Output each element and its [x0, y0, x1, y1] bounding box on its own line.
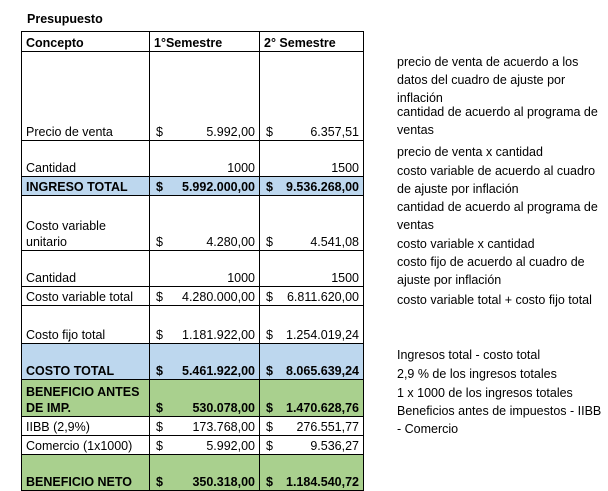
- amount: 1.470.628,76: [286, 401, 359, 415]
- cell-s2: [260, 141, 364, 177]
- row-label: Costo variable unitario: [22, 196, 150, 251]
- cell-s2: [260, 344, 364, 380]
- amount: 350.318,00: [192, 475, 255, 489]
- table-row: [22, 287, 364, 306]
- column-header-semestre-2: 2° Semestre: [260, 32, 364, 52]
- row-note: Beneficios antes de impuestos - IIBB - Comercio: [397, 404, 602, 436]
- currency-value: [154, 124, 255, 140]
- row-note: 1 x 1000 de los ingresos totales: [397, 386, 573, 400]
- currency-value: [154, 363, 255, 379]
- table-row: [22, 196, 364, 251]
- table-row: [22, 306, 364, 344]
- currency-value: [264, 400, 359, 416]
- currency-symbol: $: [266, 125, 273, 139]
- currency-symbol: $: [156, 125, 163, 139]
- currency-symbol: $: [156, 364, 163, 378]
- cell-s1: [150, 344, 260, 380]
- row-note: costo fijo de acuerdo al cuadro de ajuste por inflación: [397, 255, 585, 287]
- amount: 1.181.922,00: [182, 328, 255, 342]
- row-label: BENEFICIO ANTES DE IMP.: [22, 380, 150, 417]
- currency-symbol: $: [266, 420, 273, 434]
- header-row: [22, 32, 364, 52]
- row-note: costo variable x cantidad: [397, 237, 535, 251]
- cell-s2: [260, 196, 364, 251]
- currency-value: [154, 419, 255, 435]
- amount: 4.541,08: [310, 235, 359, 249]
- row-label: COSTO TOTAL: [22, 344, 150, 380]
- row-note: costo variable total + costo fijo total: [397, 293, 592, 307]
- currency-value: [154, 474, 255, 490]
- currency-value: [264, 124, 359, 140]
- currency-value: [154, 438, 255, 454]
- currency-value: [264, 363, 359, 379]
- amount: 4.280,00: [206, 235, 255, 249]
- currency-symbol: $: [266, 475, 273, 489]
- currency-symbol: $: [156, 420, 163, 434]
- currency-value: [154, 327, 255, 343]
- cell-s1: [150, 177, 260, 196]
- row-note: precio de venta x cantidad: [397, 145, 543, 159]
- column-header-concepto: Concepto: [22, 32, 150, 52]
- currency-symbol: $: [266, 328, 273, 342]
- cell-s1: [150, 251, 260, 287]
- row-note: precio de venta de acuerdo a los datos del cuadro de ajuste por inflación: [397, 55, 579, 105]
- currency-symbol: $: [156, 328, 163, 342]
- cell-s1: [150, 141, 260, 177]
- currency-symbol: $: [156, 475, 163, 489]
- cell-s1: [150, 52, 260, 141]
- currency-symbol: $: [266, 180, 273, 194]
- amount: 173.768,00: [192, 420, 255, 434]
- row-label: INGRESO TOTAL: [22, 177, 150, 196]
- amount: 6.357,51: [310, 125, 359, 139]
- cell-s1: [150, 380, 260, 417]
- cell-s2: [260, 436, 364, 455]
- quantity: 1000: [227, 271, 255, 285]
- table-row: [22, 344, 364, 380]
- amount: 530.078,00: [192, 401, 255, 415]
- budget-table: [21, 31, 364, 491]
- currency-value: [264, 179, 359, 195]
- row-label: Cantidad: [22, 141, 150, 177]
- row-label: Cantidad: [22, 251, 150, 287]
- currency-symbol: $: [266, 290, 273, 304]
- cell-s2: [260, 177, 364, 196]
- amount: 1.254.019,24: [286, 328, 359, 342]
- cell-s2: [260, 251, 364, 287]
- row-note: 2,9 % de los ingresos totales: [397, 367, 557, 381]
- amount: 9.536,27: [310, 439, 359, 453]
- cell-s1: [150, 287, 260, 306]
- row-label: BENEFICIO NETO: [22, 455, 150, 491]
- currency-value: [264, 327, 359, 343]
- cell-s1: [150, 306, 260, 344]
- currency-symbol: $: [156, 180, 163, 194]
- currency-symbol: $: [266, 235, 273, 249]
- quantity: 1500: [331, 161, 359, 175]
- cell-s1: [150, 436, 260, 455]
- cell-s2: [260, 380, 364, 417]
- row-label: Costo fijo total: [22, 306, 150, 344]
- amount: 5.992.000,00: [182, 180, 255, 194]
- table-row: [22, 417, 364, 436]
- table-row: [22, 177, 364, 196]
- cell-s2: [260, 455, 364, 491]
- cell-s2: [260, 417, 364, 436]
- currency-value: [154, 179, 255, 195]
- quantity: 1500: [331, 271, 359, 285]
- quantity: 1000: [227, 161, 255, 175]
- currency-value: [264, 289, 359, 305]
- currency-value: [264, 234, 359, 250]
- currency-symbol: $: [156, 235, 163, 249]
- cell-s1: [150, 417, 260, 436]
- amount: 4.280.000,00: [182, 290, 255, 304]
- currency-value: [154, 234, 255, 250]
- amount: 276.551,77: [296, 420, 359, 434]
- row-label: IIBB (2,9%): [22, 417, 150, 436]
- amount: 9.536.268,00: [286, 180, 359, 194]
- currency-symbol: $: [266, 401, 273, 415]
- currency-symbol: $: [266, 364, 273, 378]
- row-note: cantidad de acuerdo al programa de ventas: [397, 200, 598, 232]
- currency-value: [264, 419, 359, 435]
- amount: 6.811.620,00: [286, 290, 359, 304]
- cell-s2: [260, 306, 364, 344]
- cell-s2: [260, 287, 364, 306]
- column-header-semestre-1: 1°Semestre: [150, 32, 260, 52]
- cell-s2: [260, 52, 364, 141]
- row-note: cantidad de acuerdo al programa de ventas: [397, 105, 598, 137]
- table-row: [22, 251, 364, 287]
- amount: 5.461.922,00: [182, 364, 255, 378]
- amount: 5.992,00: [206, 125, 255, 139]
- amount: 5.992,00: [206, 439, 255, 453]
- currency-symbol: $: [156, 290, 163, 304]
- cell-s1: [150, 196, 260, 251]
- row-label: Comercio (1x1000): [22, 436, 150, 455]
- table-row: [22, 380, 364, 417]
- table-row: [22, 52, 364, 141]
- amount: 1.184.540,72: [286, 475, 359, 489]
- amount: 8.065.639,24: [286, 364, 359, 378]
- currency-symbol: $: [266, 439, 273, 453]
- currency-value: [264, 474, 359, 490]
- currency-value: [154, 289, 255, 305]
- row-note: Ingresos total - costo total: [397, 348, 541, 362]
- row-label: Costo variable total: [22, 287, 150, 306]
- table-row: [22, 436, 364, 455]
- currency-value: [154, 400, 255, 416]
- currency-value: [264, 438, 359, 454]
- currency-symbol: $: [156, 439, 163, 453]
- row-note: costo variable de acuerdo al cuadro de ajuste por inflación: [397, 164, 596, 196]
- sheet-title: Presupuesto: [27, 12, 103, 26]
- table-row: [22, 141, 364, 177]
- cell-s1: [150, 455, 260, 491]
- table-row: [22, 455, 364, 491]
- currency-symbol: $: [156, 401, 163, 415]
- row-label: Precio de venta: [22, 52, 150, 141]
